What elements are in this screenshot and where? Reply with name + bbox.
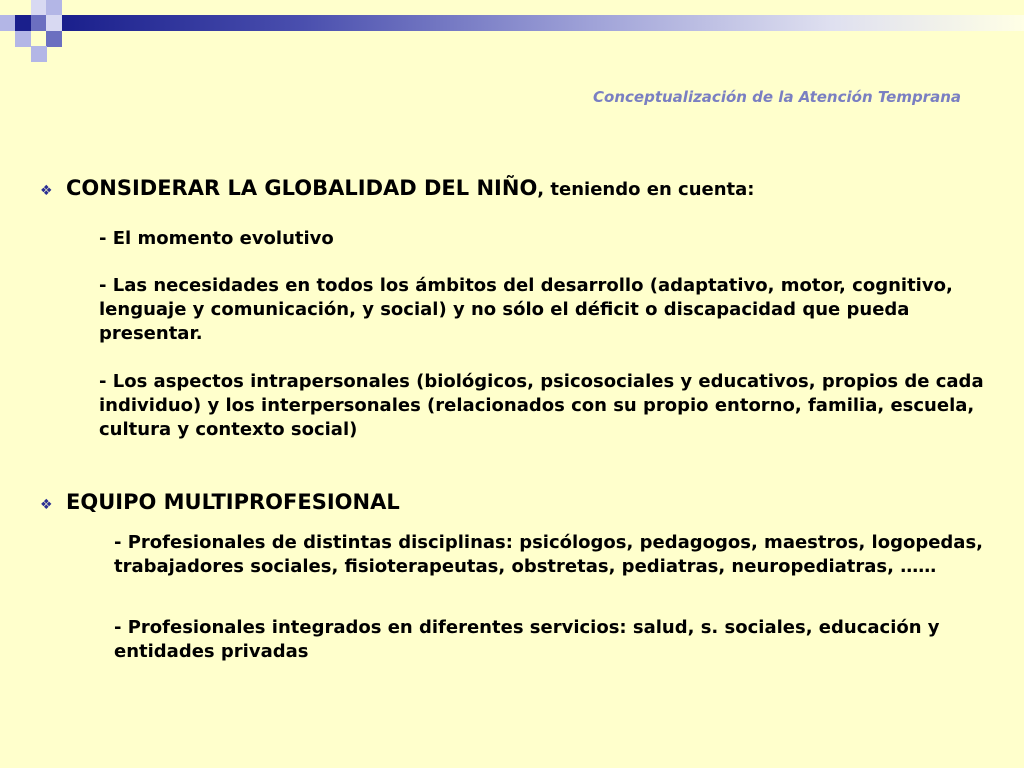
list-item: - Profesionales integrados en diferentes servicios: salud, s. sociales, educación y entidades privadas	[114, 617, 940, 662]
heading-suffix: , teniendo en cuenta:	[537, 179, 755, 200]
banner-square	[15, 31, 31, 47]
diamond-bullet-icon: ❖	[40, 497, 53, 513]
slide-header-title: Conceptualización de la Atención Temprana	[593, 88, 961, 106]
list-item: - Profesionales de distintas disciplinas: psicólogos, pedagogos, maestros, logopedas, trabajadores sociales, fisioterapeutas, obstretas, pediatras, neuropediatras, ……	[114, 532, 984, 577]
bullet-heading	[66, 176, 754, 200]
diamond-bullet-icon: ❖	[40, 183, 53, 199]
list-item: - Los aspectos intrapersonales (biológicos, psicosociales y educativos, propios de cada individuo) y los interpersonales (relacionados con su propio entorno, familia, escuela, cultura y contexto social)	[99, 371, 984, 440]
banner-square	[31, 46, 47, 62]
banner-square	[46, 15, 62, 31]
list-item: - El momento evolutivo	[99, 228, 334, 249]
banner-square	[46, 0, 62, 16]
banner-gradient-bar	[62, 15, 1024, 31]
bullet-globalidad	[40, 176, 754, 200]
bullet-equipo	[40, 490, 400, 514]
bullet-heading: EQUIPO MULTIPROFESIONAL	[66, 490, 400, 514]
banner-square	[46, 31, 62, 47]
list-item: - Las necesidades en todos los ámbitos del desarrollo (adaptativo, motor, cognitivo, lenguaje y comunicación, y social) y no sólo el déficit o discapacidad que pueda presentar.	[99, 275, 953, 344]
banner-square	[31, 15, 47, 31]
heading-text: CONSIDERAR LA GLOBALIDAD DEL NIÑO	[66, 176, 538, 200]
banner-square	[0, 15, 15, 31]
top-decorative-banner	[0, 0, 1024, 62]
banner-square	[31, 0, 47, 16]
banner-square	[15, 15, 31, 31]
